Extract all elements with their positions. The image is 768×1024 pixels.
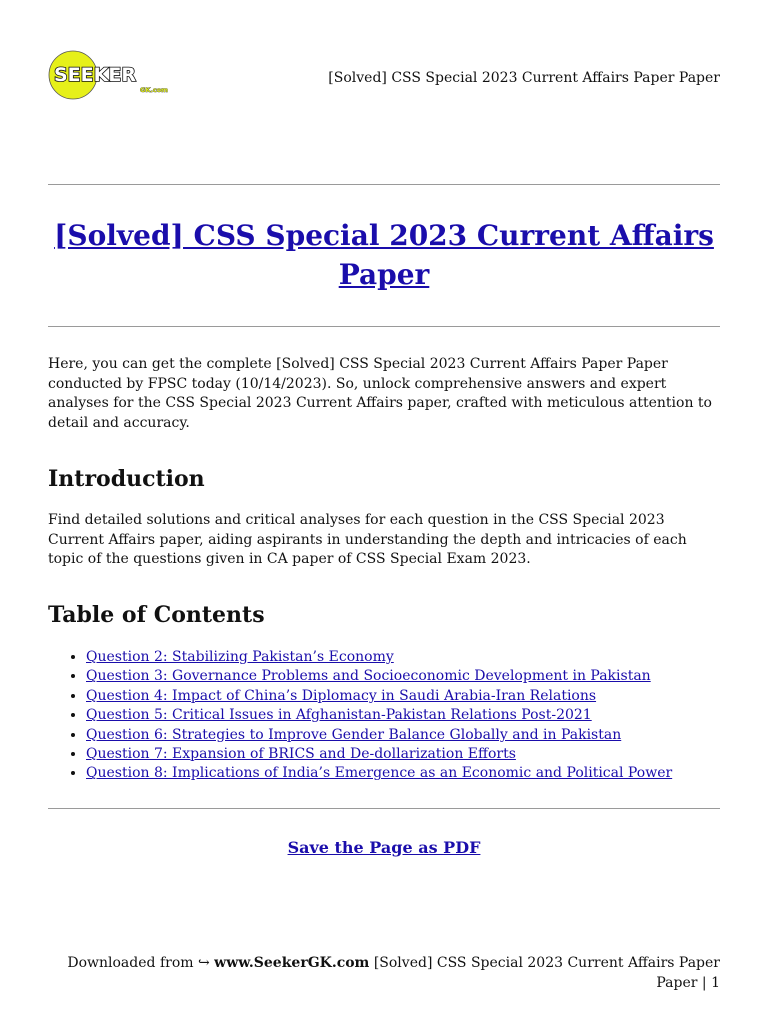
footer-arrow-icon: ↪ bbox=[197, 955, 210, 971]
logo-subtext: GK.com bbox=[140, 86, 168, 94]
header-title: [Solved] CSS Special 2023 Current Affairs Paper Paper bbox=[328, 70, 720, 86]
footer-page-title: [Solved] CSS Special 2023 Current Affairs Paper bbox=[373, 955, 720, 971]
save-pdf-label: Save the Page as PDF bbox=[287, 838, 481, 857]
footer-page-title-cont: Paper bbox=[656, 975, 698, 991]
table-of-contents bbox=[48, 648, 720, 784]
footer-site-link[interactable]: www.SeekerGK.com bbox=[214, 955, 370, 971]
divider-bottom bbox=[48, 808, 720, 809]
toc-item bbox=[86, 687, 720, 706]
page-title-link[interactable] bbox=[54, 219, 714, 291]
page-title-line2: Paper bbox=[338, 258, 430, 291]
introduction-text: Find detailed solutions and critical analyses for each question in the CSS Special 2023 Current Affairs paper, aiding aspirants in understanding the depth and intricacies of each topic of the questions given in CA paper of CSS Special Exam 2023. bbox=[48, 512, 687, 567]
toc-link-question-6[interactable]: Question 6: Strategies to Improve Gender Balance Globally and in Pakistan bbox=[86, 726, 622, 743]
toc-item bbox=[86, 706, 720, 725]
toc-item bbox=[86, 726, 720, 745]
toc-link-question-4[interactable]: Question 4: Impact of China’s Diplomacy in Saudi Arabia-Iran Relations bbox=[86, 687, 597, 704]
toc-item bbox=[86, 764, 720, 783]
logo-graphic bbox=[48, 50, 172, 100]
toc-link-question-5[interactable]: Question 5: Critical Issues in Afghanistan-Pakistan Relations Post-2021 bbox=[86, 707, 592, 724]
toc-item bbox=[86, 648, 720, 667]
seekergk-logo bbox=[48, 50, 172, 100]
footer-downloaded-from: Downloaded from bbox=[67, 955, 194, 971]
divider-title bbox=[48, 326, 720, 327]
toc-item bbox=[86, 667, 720, 686]
save-pdf-section bbox=[0, 838, 768, 857]
page-title bbox=[48, 216, 720, 294]
footer-page-number: 1 bbox=[711, 975, 720, 991]
footer-page-separator: | bbox=[701, 975, 707, 991]
toc-link-question-7[interactable]: Question 7: Expansion of BRICS and De-dollarization Efforts bbox=[86, 746, 516, 763]
toc-link-question-3[interactable]: Question 3: Governance Problems and Socioeconomic Development in Pakistan bbox=[86, 668, 651, 685]
introduction-heading: Introduction bbox=[48, 466, 205, 492]
divider-top bbox=[48, 184, 720, 185]
intro-paragraph: Here, you can get the complete [Solved] CSS Special 2023 Current Affairs Paper Paper conducted by FPSC today (10/14/2023). So, unlock comprehensive answers and expert analyses for the CSS Special 2023 Current Affairs paper, crafted with meticulous attention to detail and accuracy. bbox=[48, 356, 712, 431]
logo-text: SEEKER bbox=[54, 64, 136, 86]
toc-item bbox=[86, 745, 720, 764]
toc-heading: Table of Contents bbox=[48, 602, 265, 628]
page-footer bbox=[48, 953, 720, 993]
toc-link-question-8[interactable]: Question 8: Implications of India’s Emergence as an Economic and Political Power bbox=[86, 765, 673, 782]
save-pdf-link[interactable] bbox=[288, 838, 481, 857]
toc-link-question-2[interactable]: Question 2: Stabilizing Pakistan’s Economy bbox=[86, 649, 394, 665]
page-title-line1: [Solved] CSS Special 2023 Current Affairs bbox=[54, 219, 714, 252]
